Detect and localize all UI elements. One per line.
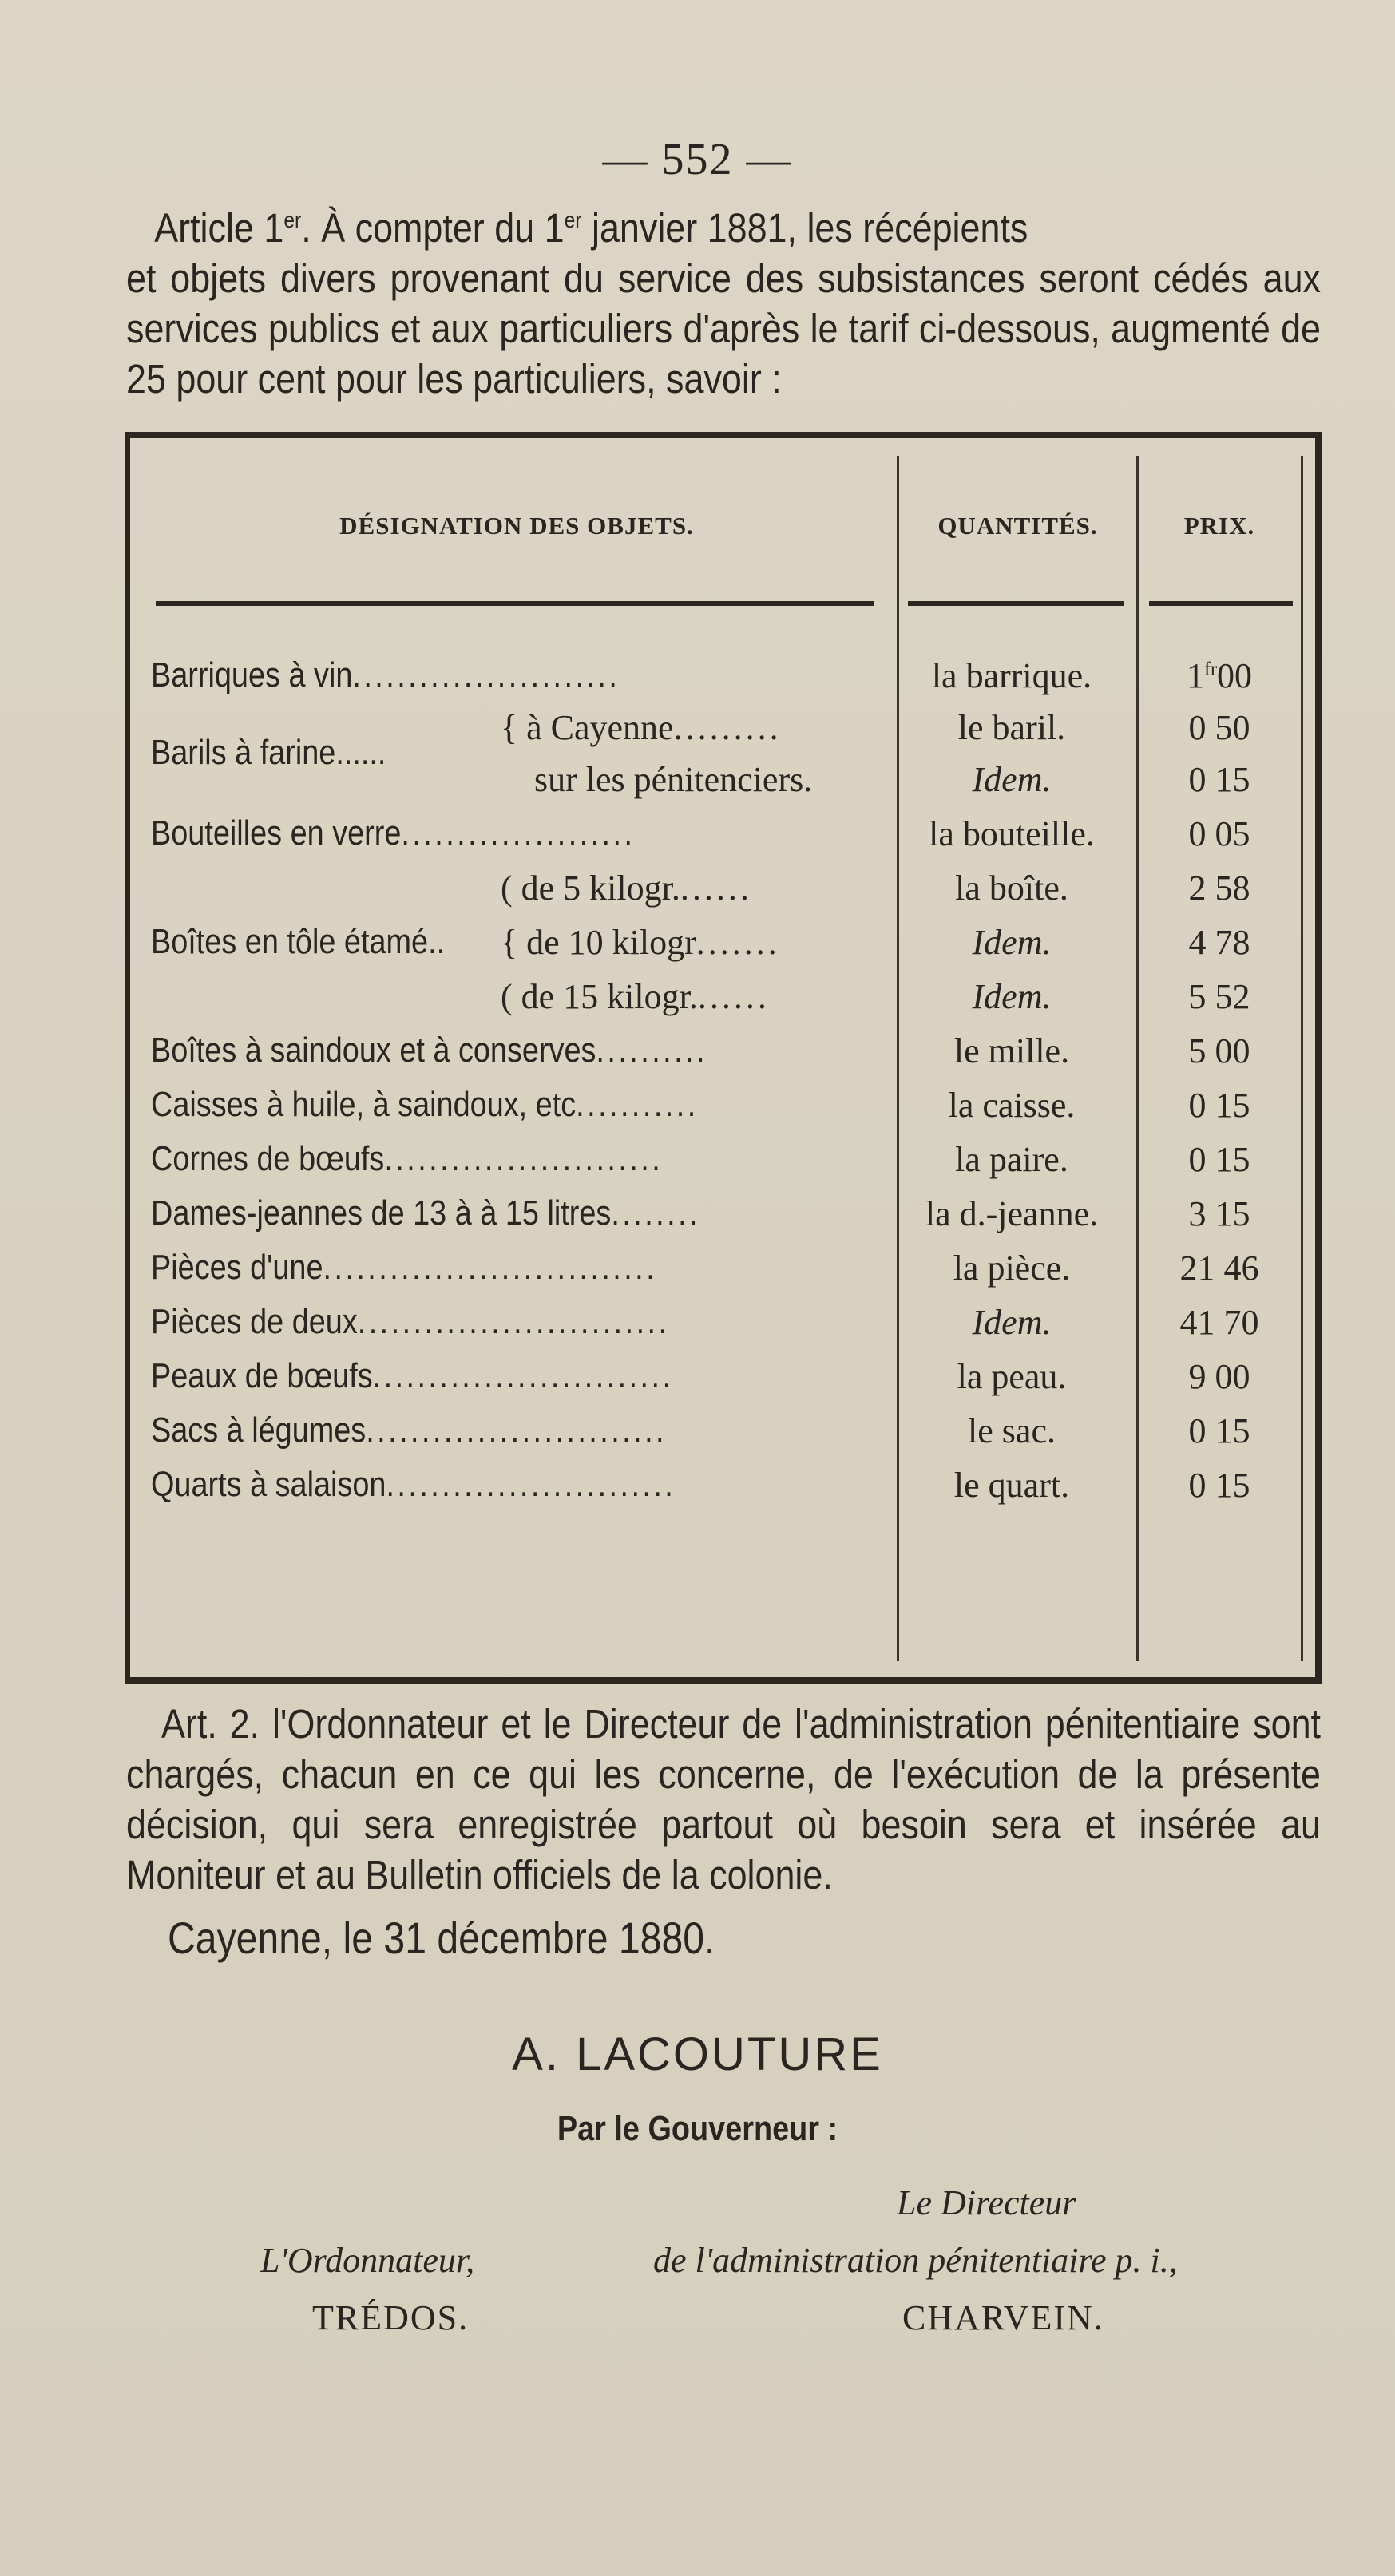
row-quantity: Idem. xyxy=(972,923,1052,962)
table-row xyxy=(125,976,1322,1034)
table-row xyxy=(125,1302,1322,1359)
row-price: 5 52 xyxy=(1188,977,1250,1016)
row-quantity: la pièce. xyxy=(953,1248,1071,1288)
table-row xyxy=(125,1139,1322,1197)
table-row xyxy=(125,1085,1322,1142)
header-rule-2 xyxy=(908,601,1124,606)
row-price: 5 00 xyxy=(1188,1031,1250,1070)
row-designation: Barriques à vin........................ xyxy=(151,655,620,694)
table-row xyxy=(125,1031,1322,1088)
table-row xyxy=(125,922,1322,979)
row-price: 4 78 xyxy=(1188,923,1250,962)
row-quantity: le quart. xyxy=(953,1466,1070,1505)
intro-sup: er xyxy=(564,208,582,232)
row-quantity: la peau. xyxy=(957,1357,1067,1396)
intro-body: et objets divers provenant du service des subsistances seront cédés aux services publics et aux particuliers d'après le tarif ci-dessous, augmenté de 25 pour cent pour les particuliers, savoir : xyxy=(126,255,1321,402)
article-2-paragraph xyxy=(126,1699,1321,1900)
table-row xyxy=(125,1248,1322,1305)
row-quantity: le mille. xyxy=(953,1031,1070,1070)
row-quantity: la d.-jeanne. xyxy=(925,1194,1099,1233)
row-price: 41 70 xyxy=(1179,1303,1259,1342)
row-price: 21 46 xyxy=(1179,1248,1259,1288)
header-prix: PRIX. xyxy=(1183,512,1255,540)
row-price: $1^{fr}00$ xyxy=(1186,656,1253,695)
page-number: — 552 — xyxy=(602,135,793,184)
article-2-text: Art. 2. l'Ordonnateur et le Directeur de l'administration pénitentiaire sont chargés, chacun en ce qui les concerne, de l'exécution de la présente décision, qui sera enregistrée partout où besoin sera et insérée au Moniteur et au Bulletin officiels de la colonie. xyxy=(126,1701,1321,1897)
row-designation: Caisses à huile, à saindoux, etc........... xyxy=(151,1085,699,1124)
row-designation: Sacs à légumes........................... xyxy=(151,1411,667,1450)
row-subitem: ( de 5 kilogr....... xyxy=(501,869,752,908)
intro-text-b: janvier 1881, les récépients xyxy=(581,205,1028,251)
table-row xyxy=(125,759,1322,817)
row-quantity: la caisse. xyxy=(948,1086,1076,1125)
header-rule-3 xyxy=(1149,601,1293,606)
row-designation: Barils à farine...... xyxy=(151,733,386,772)
row-quantity: la paire. xyxy=(955,1140,1068,1179)
header-quantites: QUANTITÉS. xyxy=(937,512,1098,540)
row-designation: Quarts à salaison.......................... xyxy=(151,1465,676,1504)
row-subitem: { de 10 kilogr....... xyxy=(501,923,780,962)
row-quantity: le baril. xyxy=(957,708,1066,747)
row-price: 0 15 xyxy=(1188,1140,1250,1179)
header-designation: DÉSIGNATION DES OBJETS. xyxy=(339,512,694,540)
directeur-title: Le Directeur xyxy=(897,2183,1076,2222)
table-row xyxy=(125,1411,1322,1468)
row-quantity: Idem. xyxy=(972,760,1052,799)
row-quantity: la bouteille. xyxy=(929,814,1095,853)
ordonnateur-title: L'Ordonnateur, xyxy=(260,2241,475,2280)
row-price: 0 15 xyxy=(1188,760,1250,799)
table-row xyxy=(125,813,1322,871)
header-rule-1 xyxy=(156,601,874,606)
row-subitem: ( de 15 kilogr....... xyxy=(501,977,770,1016)
dateline: Cayenne, le 31 décembre 1880. xyxy=(168,1913,715,1963)
row-price: 0 15 xyxy=(1188,1086,1250,1125)
row-quantity: le sac. xyxy=(968,1411,1056,1450)
row-designation: Boîtes en tôle étamé.. xyxy=(151,922,446,961)
directeur-name: CHARVEIN. xyxy=(902,2298,1104,2337)
table-row xyxy=(125,707,1322,772)
article-sup: er xyxy=(283,208,302,232)
par-le-gouverneur: Par le Gouverneur : xyxy=(557,2109,838,2148)
row-quantity: la barrique. xyxy=(931,656,1092,695)
ordonnateur-name: TRÉDOS. xyxy=(312,2298,470,2337)
article-label: Article 1 xyxy=(154,205,284,251)
row-designation: Pièces d'une.............................. xyxy=(151,1248,658,1287)
directeur-subtitle: de l'administration pénitentiaire p. i., xyxy=(653,2241,1178,2280)
row-quantity: Idem. xyxy=(972,977,1052,1016)
table-top-rule xyxy=(125,432,1322,438)
row-price: 3 15 xyxy=(1188,1194,1250,1233)
row-price: 2 58 xyxy=(1188,869,1250,908)
row-subitem: sur les pénitenciers. xyxy=(534,760,813,799)
table-row xyxy=(125,1356,1322,1414)
intro-text-a: . À compter du 1 xyxy=(301,205,565,251)
row-subitem: { à Cayenne......... xyxy=(501,708,782,747)
table-row xyxy=(125,1193,1322,1251)
intro-paragraph xyxy=(126,203,1321,404)
row-designation: Pièces de deux............................ xyxy=(151,1302,670,1341)
tariff-table xyxy=(125,432,1322,1684)
row-designation: Dames-jeannes de 13 à à 15 litres........ xyxy=(151,1193,700,1233)
table-row xyxy=(125,868,1322,925)
row-designation: Boîtes à saindoux et à conserves.......... xyxy=(151,1031,707,1070)
row-quantity: Idem. xyxy=(972,1303,1052,1342)
table-row xyxy=(125,1465,1322,1522)
row-designation: Cornes de bœufs......................... xyxy=(151,1139,664,1178)
table-row xyxy=(125,655,1322,713)
row-designation: Bouteilles en verre..................... xyxy=(151,813,636,853)
row-quantity: la boîte. xyxy=(955,869,1068,908)
governor-signature: A. LACOUTURE xyxy=(512,2028,883,2080)
row-price: 0 50 xyxy=(1188,708,1250,747)
row-price: 9 00 xyxy=(1188,1357,1250,1396)
row-price: 0 05 xyxy=(1188,814,1250,853)
row-price: 0 15 xyxy=(1188,1466,1250,1505)
row-designation: Peaux de bœufs........................... xyxy=(151,1356,674,1395)
table-bottom-rule xyxy=(125,1677,1322,1684)
row-price: 0 15 xyxy=(1188,1411,1250,1450)
intro-first-line xyxy=(126,203,1321,253)
